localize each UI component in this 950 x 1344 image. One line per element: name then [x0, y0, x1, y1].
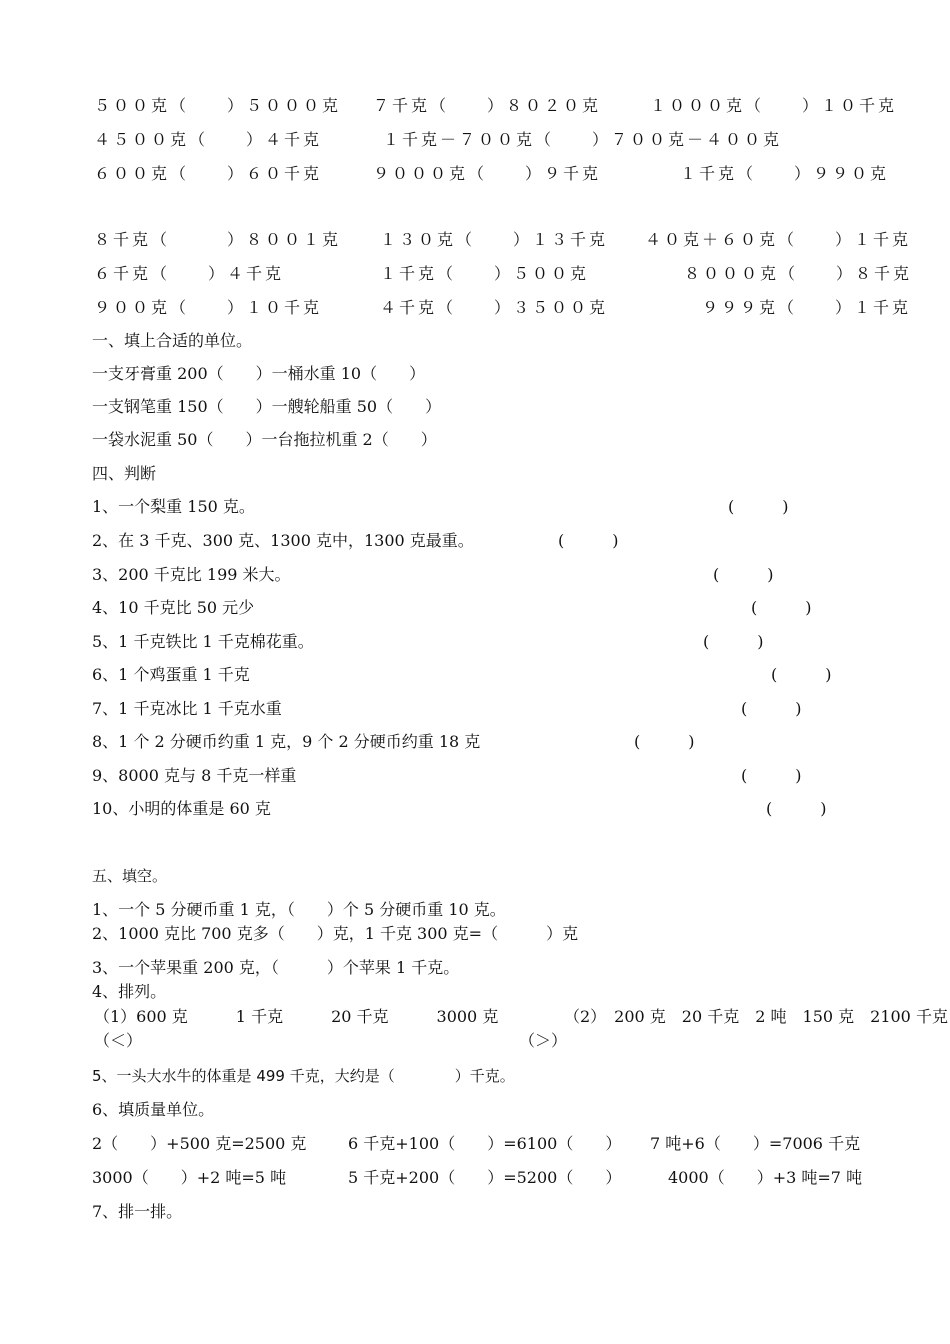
unit-question: 一支钢笔重 150（ ）一艘轮船重 50（ ） [92, 397, 442, 416]
unit-equation: 4000（ ）+3 吨=7 吨 [668, 1168, 863, 1187]
order-part-2: （2） 200 克 20 千克 2 吨 150 克 2100 千克 [564, 1007, 948, 1026]
judge-item: 3、200 千克比 199 米大。 [92, 565, 291, 584]
fill-question: 2、1000 克比 700 克多（ ）克，1 千克 300 克=（ ）克 [92, 924, 579, 943]
compare-item: ９９９克（ ）１千克 [702, 298, 912, 317]
fill-question: 6、填质量单位。 [92, 1100, 215, 1119]
compare-item: ４５００克（ ）４千克 [94, 130, 323, 149]
fill-question: 1、一个 5 分硬币重 1 克，（ ）个 5 分硬币重 10 克。 [92, 900, 506, 919]
fill-question: 4、排列。 [92, 982, 167, 1001]
compare-item: ８０００克（ ）８千克 [684, 264, 913, 283]
compare-item: ７千克（ ）８０２０克 [373, 96, 602, 115]
unit-question: 一支牙膏重 200（ ）一桶水重 10（ ） [92, 364, 426, 383]
compare-item: ５００克（ ）５０００克 [94, 96, 342, 115]
compare-item: １千克（ ）９９０克 [680, 164, 890, 183]
answer-bracket[interactable]: ( ) [771, 665, 832, 684]
judge-item: 8、1 个 2 分硬币约重 1 克，9 个 2 分硬币约重 18 克 [92, 732, 481, 751]
fill-question: 3、一个苹果重 200 克，（ ）个苹果 1 千克。 [92, 958, 460, 977]
judge-item: 9、8000 克与 8 千克一样重 [92, 766, 297, 785]
compare-item: １千克（ ）５００克 [380, 264, 590, 283]
judge-item: 5、1 千克铁比 1 千克棉花重。 [92, 632, 314, 651]
compare-item: ４千克（ ）３５００克 [380, 298, 609, 317]
compare-item: ４０克＋６０克（ ）１千克 [645, 230, 912, 249]
compare-item: ９００克（ ）１０千克 [94, 298, 323, 317]
compare-item: １３０克（ ）１３千克 [380, 230, 609, 249]
judge-item: 4、10 千克比 50 元少 [92, 598, 255, 617]
judge-item: 1、一个梨重 150 克。 [92, 497, 255, 516]
unit-equation: 3000（ ）+2 吨=5 吨 [92, 1168, 287, 1187]
order-sign: （＞） [519, 1031, 568, 1050]
unit-equation: 5 千克+200（ ）=5200（ ） [348, 1168, 622, 1187]
section-heading: 一、填上合适的单位。 [92, 331, 253, 350]
answer-bracket[interactable]: ( ) [728, 497, 789, 516]
compare-item: ８千克（ ）８００１克 [94, 230, 342, 249]
compare-item: ６００克（ ）６０千克 [94, 164, 323, 183]
compare-item: １千克－７００克（ ）７００克－４００克 [383, 130, 783, 149]
order-sign: （＜） [94, 1031, 143, 1050]
answer-bracket[interactable]: ( ) [558, 531, 619, 550]
answer-bracket[interactable]: ( ) [766, 799, 827, 818]
judge-item: 7、1 千克冰比 1 千克水重 [92, 699, 282, 718]
unit-equation: 2（ ）+500 克=2500 克 [92, 1134, 307, 1153]
answer-bracket[interactable]: ( ) [713, 565, 774, 584]
compare-item: １０００克（ ）１０千克 [650, 96, 898, 115]
unit-equation: 7 吨+6（ ）=7006 千克 [650, 1134, 861, 1153]
answer-bracket[interactable]: ( ) [741, 699, 802, 718]
order-part-1: （1）600 克 1 千克 20 千克 3000 克 [94, 1007, 499, 1026]
judge-item: 6、1 个鸡蛋重 1 千克 [92, 665, 250, 684]
section-heading: 五、填空。 [92, 867, 168, 885]
fill-question: 7、排一排。 [92, 1202, 183, 1221]
judge-item: 2、在 3 千克、300 克、1300 克中，1300 克最重。 [92, 531, 474, 550]
answer-bracket[interactable]: ( ) [741, 766, 802, 785]
answer-bracket[interactable]: ( ) [634, 732, 695, 751]
section-heading: 四、判断 [92, 464, 157, 483]
compare-item: ９０００克（ ）９千克 [373, 164, 602, 183]
unit-equation: 6 千克+100（ ）=6100（ ） [348, 1134, 622, 1153]
judge-item: 10、小明的体重是 60 克 [92, 799, 271, 818]
answer-bracket[interactable]: ( ) [751, 598, 812, 617]
compare-item: ６千克（ ）４千克 [94, 264, 285, 283]
answer-bracket[interactable]: ( ) [703, 632, 764, 651]
unit-question: 一袋水泥重 50（ ）一台拖拉机重 2（ ） [92, 430, 437, 449]
fill-question: 5、一头大水牛的体重是 499 千克，大约是（ ）千克。 [92, 1067, 515, 1085]
